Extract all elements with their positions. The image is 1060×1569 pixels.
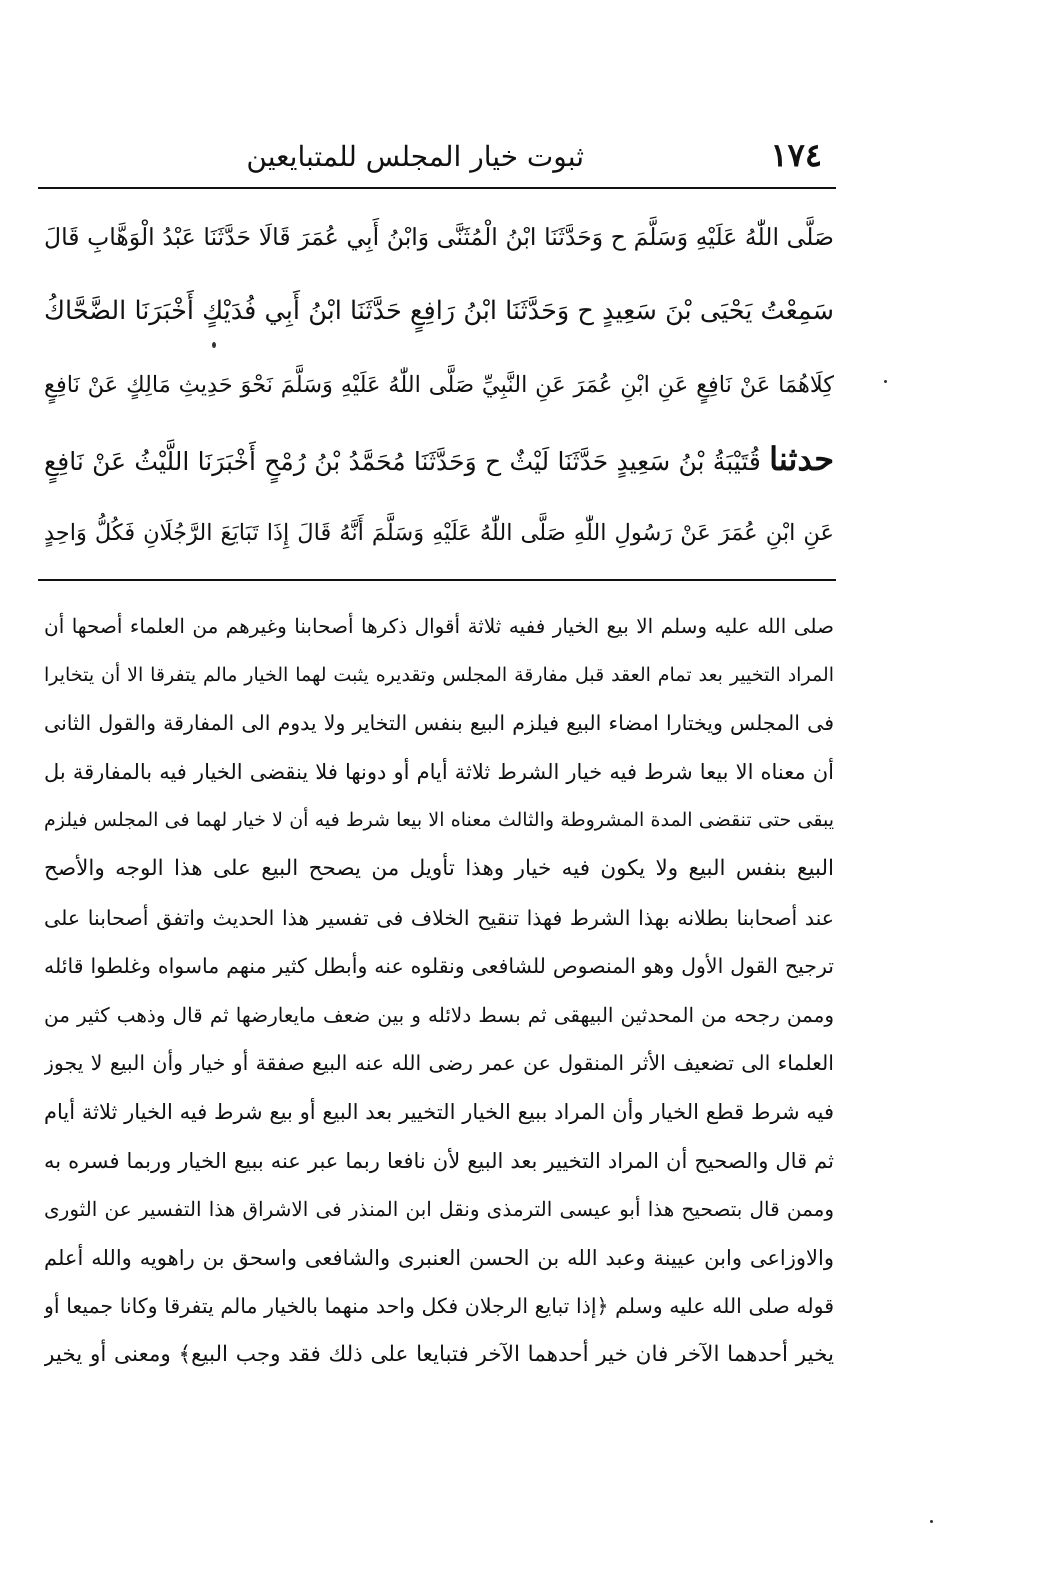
commentary-line: المراد التخيير بعد تمام العقد قبل مفارقة المجلس وتقديره يثبت لهما الخيار مالم يتفرقا الا أن يتخايرا [44,663,834,686]
hadith-line: سَمِعْتُ يَحْيَى بْنَ سَعِيدٍ ح وَحَدَّثَنَا ابْنُ رَافِعٍ حَدَّثَنَا ابْنُ أَبِي فُدَيْكٍ أَخْبَرَنَا الضَّحَّاكُ [44,296,834,326]
commentary-line: والاوزاعى وابن عيينة وعبد الله بن الحسن العنبرى والشافعى واسحق بن راهويه والله أعلم [44,1245,834,1270]
separator-rule [38,579,836,581]
commentary-line: وممن رجحه من المحدثين البيهقى ثم بسط دلائله و بين ضعف مايعارضها ثم قال وذهب كثير من [44,1002,834,1027]
hadith-line [44,422,834,496]
commentary-line: العلماء الى تضعيف الأثر المنقول عن عمر رضى الله عنه البيع صفقة أو خيار وأن البيع لا يجوز [44,1051,834,1076]
header-rule [38,187,836,189]
commentary-line: ثم قال والصحيح أن المراد التخيير بعد البيع لأن نافعا ربما عبر عنه ببيع الخيار وربما فسره به [44,1148,834,1173]
scan-speck [212,342,216,348]
hadith-line: صَلَّى اللّٰهُ عَلَيْهِ وَسَلَّمَ ح وَحَدَّثَنَا ابْنُ الْمُثَنَّى وَابْنُ أَبِي عُمَرَ قَالَا حَدَّثَنَا عَبْدُ الْوَهَّابِ قَالَ [44,223,834,251]
lead-word: حدثنا [769,440,834,478]
running-title: ثبوت خيار المجلس للمتبايعين [246,140,584,173]
commentary-line: ترجيح القول الأول وهو المنصوص للشافعى ونقلوه عنه وأبطل كثير منهم ماسواه وغلطوا قائله [44,954,834,979]
commentary-line: صلى الله عليه وسلم الا بيع الخيار ففيه ثلاثة أقوال ذكرها أصحابنا وغيرهم من العلماء أصحها أن [44,614,834,638]
hadith-line: عَنِ ابْنِ عُمَرَ عَنْ رَسُولِ اللّٰهِ صَلَّى اللّٰهُ عَلَيْهِ وَسَلَّمَ أَنَّهُ قَالَ إِذَا تَبَايَعَ الرَّجُلَانِ فَكُلُّ وَاحِدٍ [44,520,834,546]
commentary-line: يخير أحدهما الآخر فان خير أحدهما الآخر فتبايعا على ذلك فقد وجب البيع﴾ ومعنى أو يخير [44,1341,834,1367]
commentary-line: البيع بنفس البيع ولا يكون فيه خيار وهذا تأويل من يصحح البيع على هذا الوجه والأصح [44,855,834,881]
scan-speck [884,380,887,383]
commentary-line: أن معناه الا بيعا شرط فيه خيار الشرط ثلاثة أيام أو دونها فلا ينقضى الخيار فيه بالمفارقة بل [44,759,834,784]
page-header [38,128,836,184]
commentary-line: عند أصحابنا بطلانه بهذا الشرط فهذا تنقيح الخلاف فى تفسير هذا الحديث واتفق أصحابنا على [44,905,834,930]
hadith-line-text: قُتَيْبَةُ بْنُ سَعِيدٍ حَدَّثَنَا لَيْثٌ ح وَحَدَّثَنَا مُحَمَّدُ بْنُ رُمْحٍ أَخْبَرَنَا اللَّيْثُ عَنْ نَافِعٍ [44,447,761,476]
page-number: ١٧٤ [770,136,822,174]
commentary-line: فيه شرط قطع الخيار وأن المراد ببيع الخيار التخيير بعد البيع أو بيع شرط فيه الخيار ثلاثة أيام [44,1099,834,1124]
scan-speck [930,1520,933,1523]
hadith-line: كِلَاهُمَا عَنْ نَافِعٍ عَنِ ابْنِ عُمَرَ عَنِ النَّبِيِّ صَلَّى اللّٰهُ عَلَيْهِ وَسَلَّمَ نَحْوَ حَدِيثِ مَالِكٍ عَنْ نَافِعٍ [44,372,834,398]
commentary-line: فى المجلس ويختارا امضاء البيع فيلزم البيع بنفس التخاير ولا يدوم الى المفارقة والقول الثانى [44,711,834,736]
hadith-text-block [44,200,834,570]
commentary-block [44,602,834,1380]
commentary-line: يبقى حتى تنقضى المدة المشروطة والثالث معناه الا بيعا شرط فيه أن لا خيار لهما فى المجلس فيلزم [44,809,834,832]
commentary-line: قوله صلى الله عليه وسلم ﴿إذا تبايع الرجلان فكل واحد منهما بالخيار مالم يتفرقا وكانا جميعا أو [44,1294,834,1319]
commentary-line: وممن قال بتصحيح هذا أبو عيسى الترمذى ونقل ابن المنذر فى الاشراق هذا التفسير عن الثورى [44,1197,834,1222]
